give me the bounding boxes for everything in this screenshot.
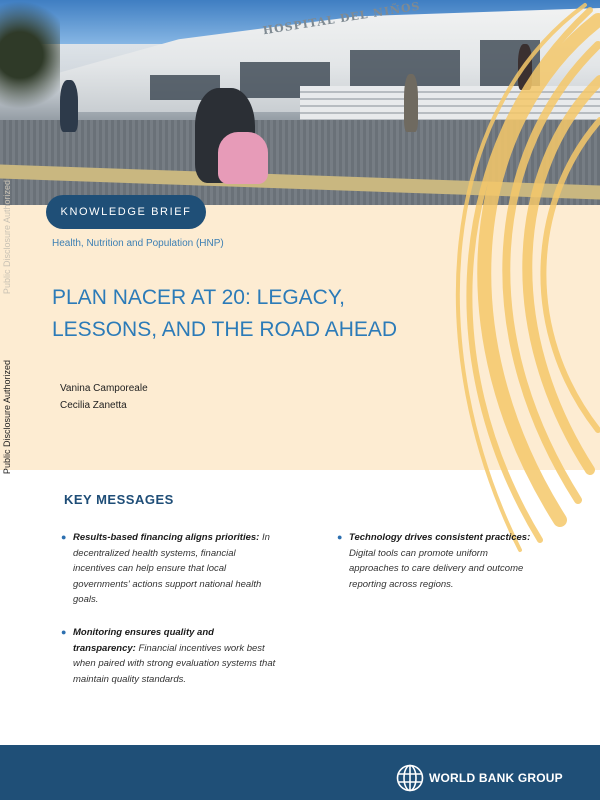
bullet-icon: ● [61,627,67,637]
title-line-2: LESSONS, AND THE ROAD AHEAD [52,318,398,341]
document-title [52,282,472,346]
title-line-1: PLAN NACER AT 20: LEGACY, [52,286,345,309]
photo-tree [0,0,60,120]
key-message-lead: Technology drives consistent practices: [349,532,531,543]
disclosure-label-bottom: Public Disclosure Authorized [2,360,12,475]
key-message-body: Financial incentives work best when paired with strong evaluation systems that maintain quality standards. [73,642,276,685]
photo-person-child [218,132,268,184]
disclosure-label-top: Public Disclosure Authorized [2,180,12,295]
key-message-item [61,530,278,608]
cover-photo [0,0,600,205]
globe-icon [395,763,425,793]
key-message-lead: Monitoring ensures quality and transparency: [73,627,214,654]
category-label: Health, Nutrition and Population (HNP) [52,238,224,249]
key-message-body: In decentralized health systems, financial incentives can help ensure that local governments' actions support national health goals. [73,532,270,605]
photo-person-walking [60,80,78,132]
photo-person-stairs [404,74,418,132]
bullet-icon: ● [337,532,343,542]
key-message-body: Digital tools can promote uniform approaches to care delivery and outcome reporting across regions. [349,547,524,590]
bullet-icon: ● [61,532,67,542]
logo-text: WORLD BANK GROUP [429,771,563,785]
key-message-item [61,625,278,687]
author-list [60,380,148,414]
key-message-lead: Results-based financing aligns priorities: [73,532,260,543]
author-name: Cecilia Zanetta [60,400,127,411]
key-messages-heading: KEY MESSAGES [64,492,174,507]
key-message-item [337,530,534,592]
author-name: Vanina Camporeale [60,383,148,394]
world-bank-logo [395,763,563,793]
photo-person-door [518,44,532,90]
photo-hospital-sign: HOSPITAL DEL NIÑOS [261,0,422,38]
document-type-badge: KNOWLEDGE BRIEF [46,195,206,229]
